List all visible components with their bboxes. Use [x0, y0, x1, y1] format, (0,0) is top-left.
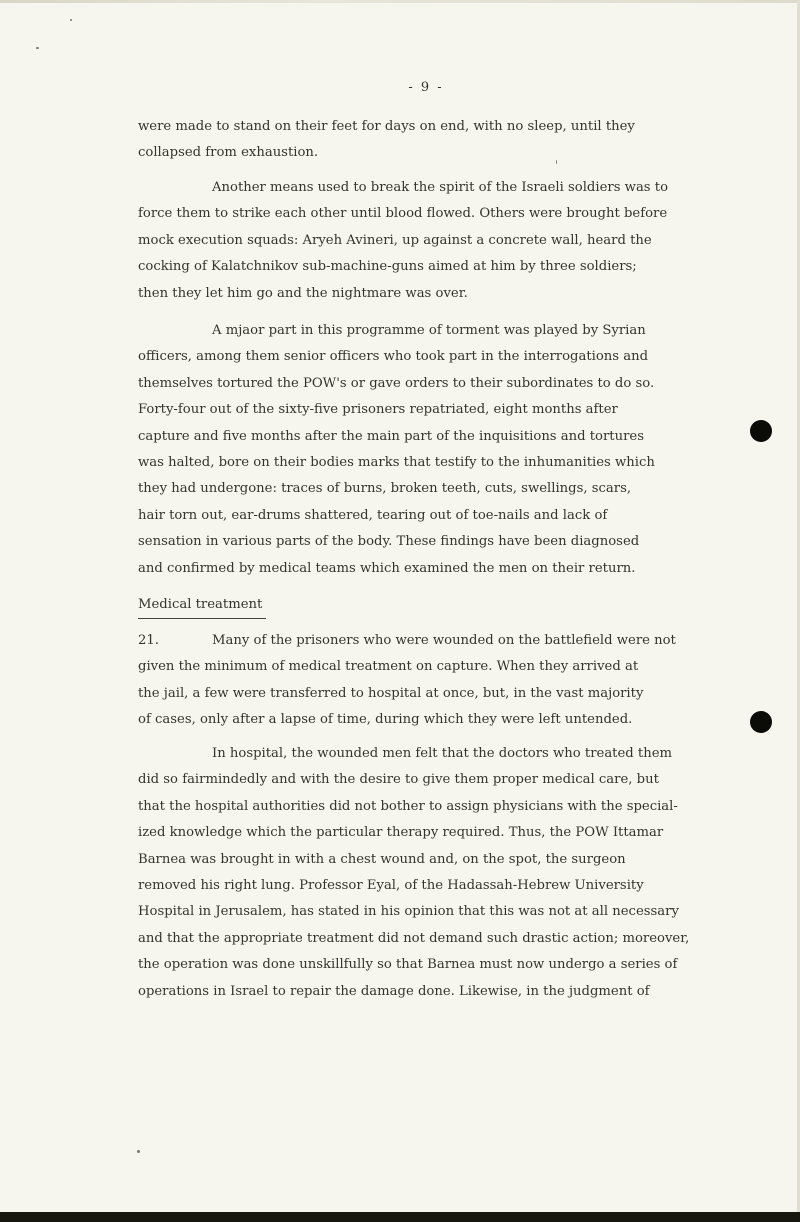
punch-hole: [750, 711, 772, 733]
text-line: cocking of Kalatchnikov sub-machine-guns aimed at him by three soldiers;: [138, 259, 637, 275]
text-line: sensation in various parts of the body. These findings have been diagnosed: [138, 534, 640, 550]
text-line: given the minimum of medical treatment on capture. When they arrived at: [138, 659, 639, 675]
paragraph-21: [138, 628, 728, 734]
scan-speck: [137, 1150, 140, 1153]
text-line: removed his right lung. Professor Eyal, of the Hadassah-Hebrew University: [138, 877, 644, 893]
scan-speck: [70, 19, 72, 21]
text-line: In hospital, the wounded men felt that the doctors who treated them: [212, 746, 673, 761]
text-line: then they let him go and the nightmare was over.: [138, 285, 468, 301]
page-bottom-edge: [0, 1212, 800, 1222]
text-line: the operation was done unskillfully so that Barnea must now undergo a series of: [138, 957, 678, 973]
punch-hole: [750, 420, 772, 442]
paragraph-hospital: [138, 741, 728, 1005]
text-line: themselves tortured the POW's or gave orders to their subordinates to do so.: [138, 375, 655, 391]
text-line: officers, among them senior officers who took part in the interrogations and: [138, 349, 649, 365]
numbered-line: [138, 628, 728, 654]
page-top-edge: [0, 0, 800, 3]
text-line: Forty-four out of the sixty-five prisoners repatriated, eight months after: [138, 402, 618, 418]
text-line: they had undergone: traces of burns, broken teeth, cuts, swellings, scars,: [138, 481, 632, 497]
text-line: that the hospital authorities did not bother to assign physicians with the special-: [138, 798, 678, 814]
text-line: A mjaor part in this programme of torment was played by Syrian: [212, 323, 646, 338]
text-line: was halted, bore on their bodies marks that testify to the inhumanities which: [138, 454, 655, 470]
text-line: collapsed from exhaustion.: [138, 145, 319, 161]
text-line: and confirmed by medical teams which examined the men on their return.: [138, 560, 636, 576]
text-line: Barnea was brought in with a chest wound and, on the spot, the surgeon: [138, 851, 626, 867]
section-heading: Medical treatment: [138, 592, 266, 619]
scan-speck: [36, 47, 39, 49]
text-line: the jail, a few were transferred to hospital at once, but, in the vast majority: [138, 685, 644, 701]
page-number: - 9 -: [408, 80, 444, 95]
text-line: did so fairmindedly and with the desire to give them proper medical care, but: [138, 772, 659, 788]
text-line: Many of the prisoners who were wounded on the battlefield were not: [212, 633, 676, 648]
paragraph-number: 21.: [138, 633, 159, 648]
text-line: force them to strike each other until blood flowed. Others were brought before: [138, 206, 668, 222]
text-line: were made to stand on their feet for days on end, with no sleep, until they: [138, 119, 635, 134]
text-line: Hospital in Jerusalem, has stated in his opinion that this was not at all necessary: [138, 904, 679, 920]
paragraph-mock-execution: [138, 175, 728, 307]
text-line: hair torn out, ear-drums shattered, tearing out of toe-nails and lack of: [138, 507, 608, 523]
text-line: and that the appropriate treatment did not demand such drastic action; moreover,: [138, 930, 690, 946]
text-line: of cases, only after a lapse of time, during which they were left untended.: [138, 712, 633, 728]
text-line: operations in Israel to repair the damage done. Likewise, in the judgment of: [138, 983, 650, 999]
text-line: mock execution squads: Aryeh Avineri, up against a concrete wall, heard the: [138, 232, 652, 248]
text-line: ized knowledge which the particular therapy required. Thus, the POW Ittamar: [138, 825, 664, 841]
paragraph-continuation: [138, 114, 728, 167]
paragraph-syrian-officers: [138, 318, 728, 582]
text-line: capture and five months after the main part of the inquisitions and tortures: [138, 428, 644, 444]
text-line: Another means used to break the spirit of the Israeli soldiers was to: [212, 180, 669, 195]
